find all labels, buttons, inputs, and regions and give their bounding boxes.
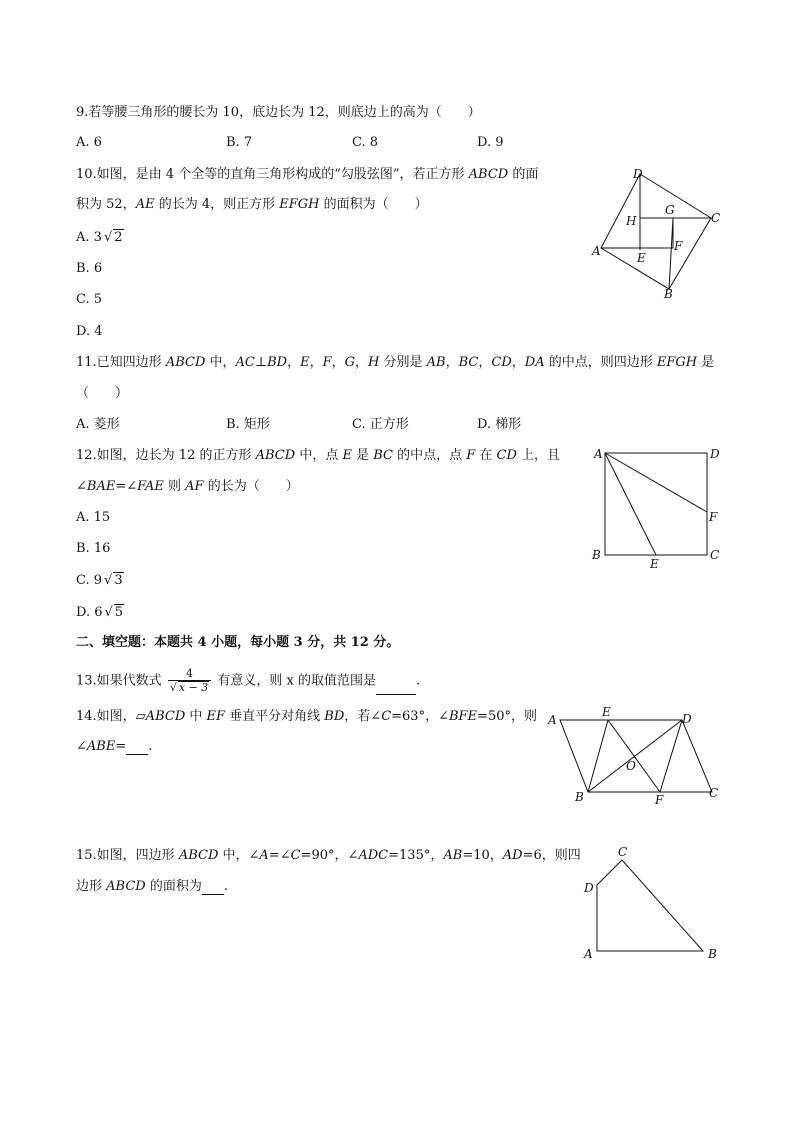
q15-stem-line1: 15.如图，四边形 ABCD 中，∠A=∠C=90°，∠ADC=135°，AB=10，AD=6，则四 (76, 848, 581, 863)
q11-stem-line2: （ ） (76, 386, 129, 401)
q15-quadrilateral (597, 860, 703, 951)
q10-stem-line1: 10.如图，是由 4 个全等的直角三角形构成的“勾股弦图”，若正方形 ABCD 的面 (76, 167, 539, 182)
q15-stem-line2: 边形 ABCD 的面积为 . (76, 879, 228, 894)
q12-label-f: F (709, 510, 718, 524)
q12-option-b: B. 16 (76, 541, 111, 556)
q14-diagonal-bd (588, 720, 682, 792)
q11-option-b: B. 矩形 (226, 417, 270, 432)
q14-label-o: O (626, 759, 636, 773)
q10-label-f: F (674, 239, 683, 253)
q12-label-e: E (650, 557, 659, 571)
q14-label-b: B (575, 790, 584, 804)
q10-option-a: A. 3 √ 2 (76, 230, 123, 245)
q10-label-e: E (637, 251, 646, 265)
q14-label-f: F (655, 793, 664, 807)
q12-label-c: C (710, 548, 720, 562)
q12-stem-line2: ∠BAE=∠FAE 则 AF 的长为（ ） (76, 479, 299, 494)
q13-answer-blank[interactable] (376, 678, 416, 695)
q9-stem: 9.若等腰三角形的腰长为 10，底边长为 12，则底边上的高为（ ） (76, 105, 481, 120)
q14-stem-line2: ∠ABE= . (76, 739, 153, 754)
q10-segment-bg (669, 218, 673, 289)
q15-figure (576, 842, 726, 966)
q15-label-a: A (584, 947, 593, 961)
q10-inner-square (640, 218, 673, 248)
q14-segment-fd (660, 720, 682, 792)
q14-segment-be (588, 720, 608, 792)
q12-figure (588, 444, 728, 574)
q10-stem-line2: 积为 52，AE 的长为 4，则正方形 EFGH 的面积为（ ） (76, 197, 428, 212)
q14-stem-line1: 14.如图，▱ABCD 中 EF 垂直平分对角线 BD，若∠C=63°，∠BFE=50°，则 (76, 709, 537, 724)
q10-label-b: B (664, 287, 673, 301)
q9-option-b: B. 7 (226, 135, 253, 150)
q14-answer-blank[interactable] (126, 740, 148, 755)
q11-option-d: D. 梯形 (477, 417, 522, 432)
q10-label-a: A (592, 244, 601, 258)
q9-option-d: D. 9 (477, 135, 504, 150)
q10-option-c: C. 5 (76, 292, 103, 307)
q12-square (605, 453, 707, 555)
q12-label-a: A (594, 447, 603, 461)
q12-option-a: A. 15 (76, 510, 111, 525)
q14-segment-ef (608, 720, 660, 792)
q10-label-d: D (633, 167, 643, 181)
q14-label-d: D (682, 712, 692, 726)
q11-stem-line1: 11.已知四边形 ABCD 中，AC⊥BD，E，F，G，H 分别是 AB，BC，CD，DA 的中点，则四边形 EFGH 是 (76, 355, 715, 370)
q15-label-d: D (584, 881, 594, 895)
q10-option-b: B. 6 (76, 261, 103, 276)
q10-label-h: H (626, 214, 637, 228)
q14-label-e: E (602, 705, 611, 719)
q14-figure (542, 704, 728, 808)
section-2-heading: 二、填空题：本题共 4 小题，每小题 3 分，共 12 分。 (76, 635, 400, 650)
q14-label-a: A (548, 713, 557, 727)
q13-fraction: $\frac{4}{√ x - 3}$ (168, 668, 211, 694)
q15-label-c: C (618, 845, 628, 859)
q10-outer-square (601, 174, 711, 289)
q11-option-c: C. 正方形 (352, 417, 409, 432)
q12-stem-line1: 12.如图，边长为 12 的正方形 ABCD 中，点 E 是 BC 的中点，点 F 在 CD 上，且 (76, 448, 561, 463)
q12-label-d: D (710, 447, 720, 461)
q10-label-g: G (665, 203, 675, 217)
q9-option-a: A. 6 (76, 135, 102, 150)
q9-option-c: C. 8 (352, 135, 379, 150)
q10-option-d: D. 4 (76, 324, 103, 339)
q14-label-c: C (709, 786, 719, 800)
q13-stem: 13.如果代数式 $\frac{4}{√ x - 3}$ 有意义，则 x 的取值范围是 . (76, 667, 421, 694)
q10-label-c: C (711, 211, 721, 225)
q12-option-d: D. 6 √ 5 (76, 605, 124, 620)
q12-label-b: B (592, 548, 601, 562)
q10-figure (588, 162, 728, 302)
q11-option-a: A. 菱形 (76, 417, 120, 432)
q15-label-b: B (708, 947, 717, 961)
q15-answer-blank[interactable] (202, 880, 224, 895)
q12-option-c: C. 9 √ 3 (76, 573, 123, 588)
q14-parallelogram (560, 720, 712, 792)
